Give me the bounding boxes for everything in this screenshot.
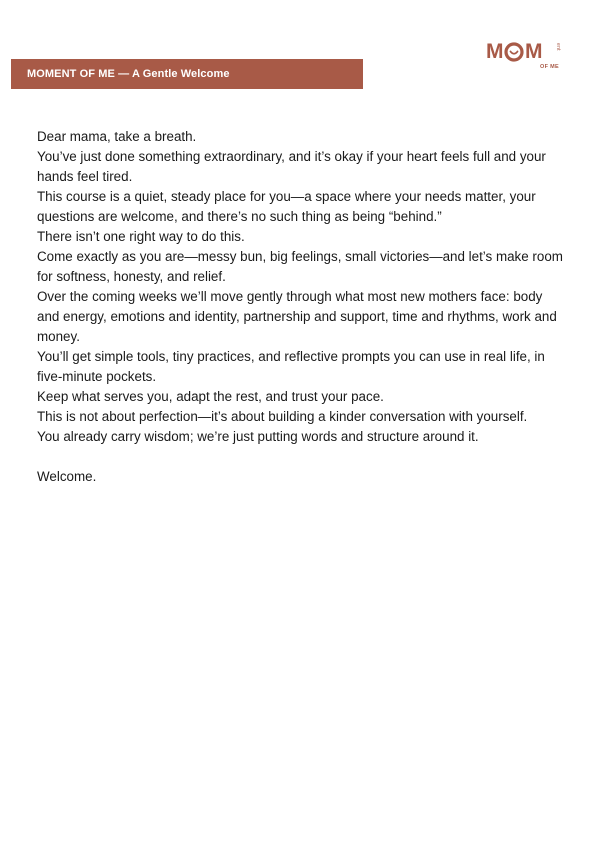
letter-paragraph: You already carry wisdom; we’re just putting words and structure around it. (37, 429, 479, 444)
logo-suffix: ent (555, 43, 561, 51)
paragraph-spacer (37, 447, 567, 467)
letter-paragraph: There isn’t one right way to do this. (37, 229, 245, 244)
letter-paragraph: You’ll get simple tools, tiny practices, and reflective prompts you can use in real life, in five-minute pockets. (37, 349, 545, 384)
letter-paragraph: Keep what serves you, adapt the rest, and trust your pace. (37, 389, 384, 404)
brand-logo (486, 40, 566, 72)
letter-closing: Welcome. (37, 469, 97, 484)
letter-paragraph: This course is a quiet, steady place for you—a space where your needs matter, your questions are welcome, and there’s no such thing as being “behind.” (37, 189, 536, 224)
letter-paragraph: You’ve just done something extraordinary, and it’s okay if your heart feels full and your hands feel tired. (37, 149, 546, 184)
letter-paragraph: Over the coming weeks we’ll move gently through what most new mothers face: body and energy, emotions and identity, partnership and support, time and rhythms, work and money. (37, 289, 557, 344)
logo-tagline: OF ME (540, 64, 559, 70)
logo-letter-m2: M (525, 40, 542, 63)
logo-wordmark (486, 40, 542, 64)
smile-face-icon (504, 42, 524, 62)
letter-paragraph: Come exactly as you are—messy bun, big feelings, small victories—and let’s make room for softness, honesty, and relief. (37, 249, 563, 284)
section-title: MOMENT OF ME — A Gentle Welcome (27, 68, 230, 80)
letter-paragraph: This is not about perfection—it’s about building a kinder conversation with yourself. (37, 409, 528, 424)
logo-letter-m1: M (486, 40, 503, 63)
welcome-letter (37, 127, 567, 487)
section-header-bar (11, 59, 363, 89)
letter-paragraph: Dear mama, take a breath. (37, 129, 197, 144)
